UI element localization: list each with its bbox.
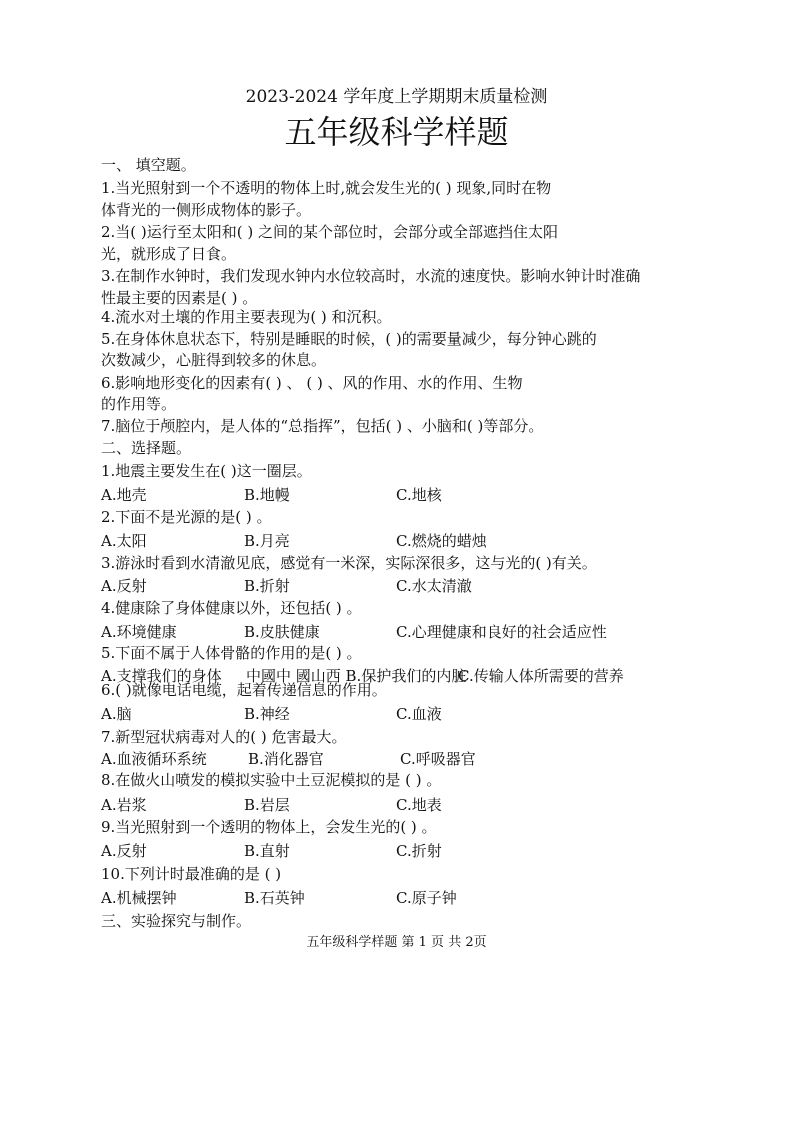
s2-question: 3.游泳时看到水清澈见底，感觉有一米深，实际深很多，这与光的( )有关。 (101, 554, 597, 572)
s2-question: 5.下面不属于人体骨骼的作用的是( ) 。 (101, 644, 362, 662)
s1-q6-line1: 6.影响地形变化的因素有( ) 、 ( ) 、风的作用、水的作用、生物 (101, 374, 523, 392)
option-a: A.岩浆 (101, 796, 147, 814)
section-3-heading: 三、实验探究与制作。 (101, 912, 252, 930)
option-b: B.消化器官 (248, 750, 324, 768)
s2-question: 7.新型冠状病毒对人的( ) 危害最大。 (101, 728, 347, 746)
option-c: C.血液 (396, 705, 442, 723)
option-b: B.地幔 (244, 486, 290, 504)
option-c: C.传输人体所需要的营养 (458, 667, 624, 685)
option-a: A.脑 (101, 705, 132, 723)
s2-question: 10.下列计时最准确的是 ( ) (101, 865, 282, 883)
section-1-heading: 一、 填空题。 (101, 156, 196, 174)
option-b: B.折射 (244, 577, 290, 595)
option-b: B.皮肤健康 (244, 623, 320, 641)
s1-q2-line1: 2.当( )运行至太阳和( ) 之间的某个部位时，会部分或全部遮挡住太阳 (101, 223, 559, 241)
s1-q5-line2: 次数减少，心脏得到较多的休息。 (101, 351, 327, 369)
option-a: A.地壳 (101, 486, 147, 504)
option-a: A.反射 (101, 577, 147, 595)
option-c: C.心理健康和良好的社会适应性 (396, 623, 607, 641)
option-a: A.环境健康 (101, 623, 177, 641)
option-a: A.太阳 (101, 532, 147, 550)
s1-q2-line2: 光，就形成了日食。 (101, 245, 237, 263)
option-a: A.血液循环系统 (101, 750, 207, 768)
option-c: C.原子钟 (396, 889, 457, 907)
option-b: 中國中 國山西 B.保护我们的内脏 (246, 667, 467, 685)
page-footer: 五年级科学样题 第 1 页 共 2页 (306, 935, 487, 950)
s1-q1-line2: 体背光的一侧形成物体的影子。 (101, 201, 312, 219)
s2-question: 9.当光照射到一个透明的物体上，会发生光的( ) 。 (101, 818, 437, 836)
s1-q6-line2: 的作用等。 (101, 395, 177, 413)
option-a: A.反射 (101, 842, 147, 860)
exam-title: 五年级科学样题 (284, 113, 509, 151)
option-c: C.地表 (396, 796, 442, 814)
s1-q1-line1: 1.当光照射到一个不透明的物体上时,就会发生光的( ) 现象,同时在物 (101, 179, 552, 197)
option-a: A.机械摆钟 (101, 889, 177, 907)
option-c: C.水太清澈 (396, 577, 472, 595)
option-b: B.石英钟 (244, 889, 305, 907)
option-c: C.燃烧的蜡烛 (396, 532, 487, 550)
s1-q3-line1: 3.在制作水钟时，我们发现水钟内水位较高时，水流的速度快。影响水钟计时准确 (101, 267, 641, 285)
s1-q4: 4.流水对土壤的作用主要表现为( ) 和沉积。 (101, 308, 392, 326)
option-b: B.直射 (244, 842, 290, 860)
s2-question: 2.下面不是光源的是( ) 。 (101, 508, 272, 526)
option-b: B.岩层 (244, 796, 290, 814)
option-b: B.神经 (244, 705, 290, 723)
section-2-heading: 二、选择题。 (101, 439, 192, 457)
option-c: C.呼吸器官 (400, 750, 476, 768)
exam-subtitle: 2023-2024 学年度上学期期末质量检测 (245, 87, 548, 107)
s2-question: 4.健康除了身体健康以外，还包括( ) 。 (101, 599, 362, 617)
s2-question: 6.( )就像电话电缆，起着传递信息的作用。 (101, 681, 387, 699)
option-c: C.折射 (396, 842, 442, 860)
s2-question: 8.在做火山喷发的模拟实验中土豆泥模拟的是 ( ) 。 (101, 771, 442, 789)
option-a: A.支撑我们的身体 (101, 667, 222, 685)
s1-q5-line1: 5.在身体休息状态下，特别是睡眠的时候，( )的需要量减少，每分钟心跳的 (101, 330, 597, 348)
option-b: B.月亮 (244, 532, 290, 550)
s2-question: 1.地震主要发生在( )这一圈层。 (101, 462, 312, 480)
s1-q3-line2: 性最主要的因素是( ) 。 (101, 289, 258, 307)
option-c: C.地核 (396, 486, 442, 504)
s1-q7: 7.脑位于颅腔内，是人体的“总指挥”，包括( ) 、小脑和( )等部分。 (101, 417, 544, 435)
